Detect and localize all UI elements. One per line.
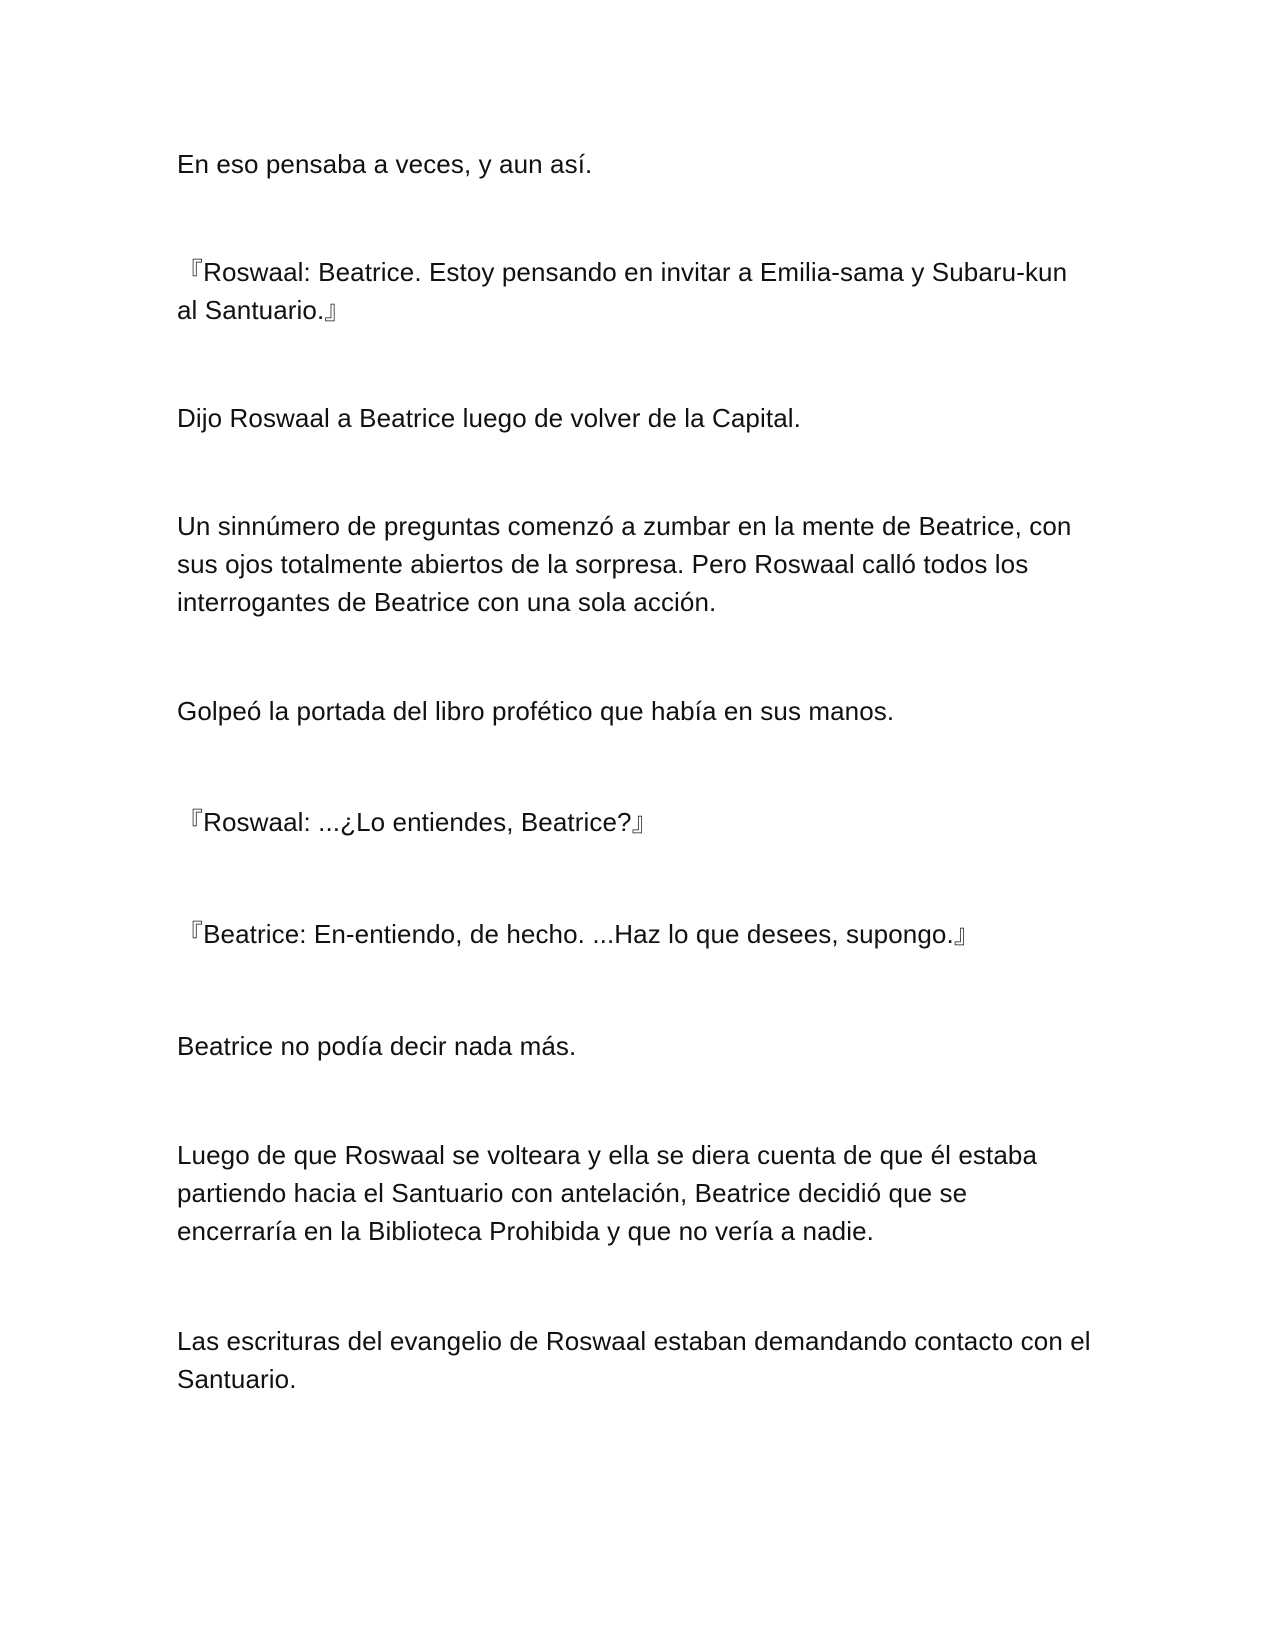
text-line: Luego de que Roswaal se volteara y ella se diera cuenta de que él estaba <box>177 1140 1038 1170</box>
narration-paragraph <box>177 692 1107 730</box>
text-line: 『Beatrice: En-entiendo, de hecho. ...Haz lo que desees, supongo.』 <box>177 919 980 949</box>
narration-paragraph <box>177 1322 1107 1398</box>
text-line: Golpeó la portada del libro profético que había en sus manos. <box>177 696 895 726</box>
text-line: partiendo hacia el Santuario con antelación, Beatrice decidió que se <box>177 1178 968 1208</box>
dialogue-paragraph-beatrice <box>177 915 1107 953</box>
dialogue-paragraph-roswaal <box>177 253 1107 329</box>
narration-paragraph <box>177 507 1107 621</box>
text-line: Santuario. <box>177 1364 297 1394</box>
text-line: 『Roswaal: ...¿Lo entiendes, Beatrice?』 <box>177 807 658 837</box>
text-line: al Santuario.』 <box>177 295 351 325</box>
narration-paragraph <box>177 399 1107 437</box>
text-line: Beatrice no podía decir nada más. <box>177 1031 577 1061</box>
narration-paragraph <box>177 1136 1107 1250</box>
text-line: Un sinnúmero de preguntas comenzó a zumbar en la mente de Beatrice, con <box>177 511 1072 541</box>
text-line: 『Roswaal: Beatrice. Estoy pensando en invitar a Emilia-sama y Subaru-kun <box>177 257 1068 287</box>
text-line: Dijo Roswaal a Beatrice luego de volver de la Capital. <box>177 403 801 433</box>
narration-paragraph <box>177 1027 1107 1065</box>
dialogue-paragraph-roswaal <box>177 803 1107 841</box>
text-line: sus ojos totalmente abiertos de la sorpresa. Pero Roswaal calló todos los <box>177 549 1029 579</box>
text-line: encerraría en la Biblioteca Prohibida y que no vería a nadie. <box>177 1216 874 1246</box>
text-line: En eso pensaba a veces, y aun así. <box>177 149 593 179</box>
narration-paragraph <box>177 145 1107 183</box>
text-line: interrogantes de Beatrice con una sola acción. <box>177 587 717 617</box>
text-line: Las escrituras del evangelio de Roswaal estaban demandando contacto con el <box>177 1326 1091 1356</box>
